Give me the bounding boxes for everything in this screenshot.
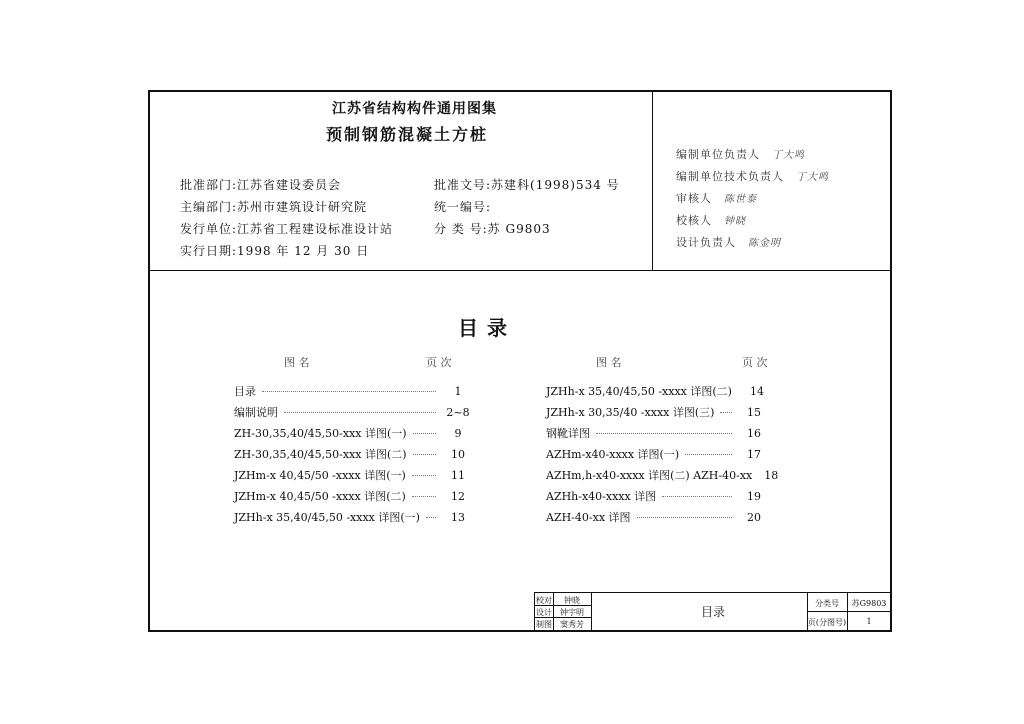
toc-leader-dots <box>662 496 732 497</box>
toc-entry-name: ZH-30,35,40/45,50-xxx 详图(一) <box>234 427 407 440</box>
header-divider-horizontal <box>150 270 890 271</box>
toc-leader-dots <box>262 391 436 392</box>
toc-entry-name: AZHh-x40-xxxx 详图 <box>546 490 657 503</box>
toc-leader-dots <box>413 433 436 434</box>
info-editing-dept: 主编部门:苏州市建筑设计研究院 <box>180 200 368 214</box>
signature-checker: 校核人 钟晓 <box>676 214 746 227</box>
toc-entry <box>234 382 474 400</box>
toc-entry <box>546 487 770 505</box>
info-approval-number: 批准文号:苏建科(1998)534 号 <box>434 178 620 192</box>
title-block-name: 目录 <box>700 605 725 619</box>
signature-design-lead: 设计负责人 陈金明 <box>676 236 781 249</box>
tb-row-0-role: 校对 <box>536 596 552 605</box>
toc-entry-page: 11 <box>451 468 465 482</box>
toc-entry <box>234 487 474 505</box>
toc-entry <box>546 382 770 400</box>
toc-entry-page: 1 <box>454 384 462 398</box>
toc-entry-name: JZHh-x 35,40/45,50 -xxxx 详图(一) <box>234 511 420 524</box>
signature-tech-head: 编制单位技术负责人 丁大鸣 <box>676 170 829 183</box>
info-class-number: 分 类 号:苏 G9803 <box>434 222 551 236</box>
series-title: 江苏省结构构件通用图集 <box>332 101 497 117</box>
toc-entry-name: 编制说明 <box>234 406 278 419</box>
toc-right-name-header: 图 名 <box>596 356 622 369</box>
tb-row-2-role: 制图 <box>536 620 552 629</box>
toc-leader-dots <box>413 454 436 455</box>
info-effective-date: 实行日期:1998 年 12 月 30 日 <box>180 244 370 258</box>
signature-unit-head: 编制单位负责人 丁大鸣 <box>676 148 805 161</box>
toc-entry-name: AZHm-x40-xxxx 详图(一) <box>546 448 680 461</box>
signature-reviewer: 审核人 陈世泰 <box>676 192 757 205</box>
toc-entry-page: 19 <box>747 489 761 503</box>
toc-entry <box>234 424 474 442</box>
toc-entry-page: 15 <box>747 405 761 419</box>
toc-leader-dots <box>596 433 732 434</box>
toc-leader-dots <box>426 517 436 518</box>
tb-row-1-name: 钟宇明 <box>560 608 584 617</box>
toc-entry-page: 10 <box>451 447 465 461</box>
main-title: 预制钢筋混凝土方桩 <box>326 125 489 144</box>
toc-title: 目 录 <box>458 316 508 340</box>
info-publisher: 发行单位:江苏省工程建设标准设计站 <box>180 222 394 236</box>
toc-left-name-header: 图 名 <box>284 356 310 369</box>
tb-row-2-name: 窦秀芳 <box>560 620 584 629</box>
toc-entry-name: AZH-40-xx 详图 <box>546 511 631 524</box>
info-unified-number: 统一编号: <box>434 200 492 214</box>
toc-entry-name: AZHm,h-x40-xxxx 详图(二) AZH-40-xx <box>546 469 753 482</box>
toc-left-page-header: 页 次 <box>426 356 452 369</box>
toc-entry <box>234 466 474 484</box>
tb-row-1-role: 设计 <box>536 608 552 617</box>
toc-entry-page: 13 <box>451 510 465 524</box>
toc-leader-dots <box>284 412 436 413</box>
info-approval-dept: 批准部门:江苏省建设委员会 <box>180 178 342 192</box>
tb-class-value: 苏G9803 <box>851 599 887 608</box>
tb-page-label: 页(分图号) <box>807 618 847 627</box>
toc-entry-name: 目录 <box>234 385 256 398</box>
toc-entry-page: 9 <box>454 426 462 440</box>
toc-entry-page: 12 <box>451 489 465 503</box>
toc-entry <box>546 508 770 526</box>
toc-entry-name: JZHm-x 40,45/50 -xxxx 详图(一) <box>234 469 406 482</box>
toc-entry-name: JZHh-x 30,35/40 -xxxx 详图(三) <box>546 406 715 419</box>
toc-entry-name: 钢靴详图 <box>546 427 590 440</box>
toc-entry-name: JZHh-x 35,40/45,50 -xxxx 详图(二) <box>546 385 732 398</box>
toc-entry <box>546 445 770 463</box>
toc-entry <box>546 466 779 484</box>
tb-row-0-name: 钟晓 <box>564 596 580 605</box>
toc-right-page-header: 页 次 <box>742 356 768 369</box>
toc-entry-name: JZHm-x 40,45/50 -xxxx 详图(二) <box>234 490 406 503</box>
toc-leader-dots <box>685 454 732 455</box>
toc-entry-page: 20 <box>747 510 761 524</box>
toc-entry-name: ZH-30,35,40/45,50-xxx 详图(二) <box>234 448 407 461</box>
toc-leader-dots <box>720 412 732 413</box>
toc-entry-page: 16 <box>747 426 761 440</box>
toc-entry <box>546 403 770 421</box>
toc-entry <box>546 424 770 442</box>
toc-entry-page: 18 <box>764 468 779 482</box>
title-block <box>534 592 890 630</box>
tb-class-label: 分类号 <box>815 599 839 608</box>
toc-leader-dots <box>412 496 436 497</box>
toc-entry-page: 17 <box>747 447 761 461</box>
header-divider-vertical <box>652 92 653 270</box>
drawing-sheet <box>148 90 892 632</box>
toc-entry-page: 14 <box>749 384 764 398</box>
toc-entry <box>234 445 474 463</box>
tb-page-value: 1 <box>866 617 872 626</box>
toc-leader-dots <box>637 517 732 518</box>
toc-entry <box>234 508 474 526</box>
toc-entry-page: 2~8 <box>446 405 470 419</box>
toc-entry <box>234 403 474 421</box>
toc-leader-dots <box>412 475 436 476</box>
